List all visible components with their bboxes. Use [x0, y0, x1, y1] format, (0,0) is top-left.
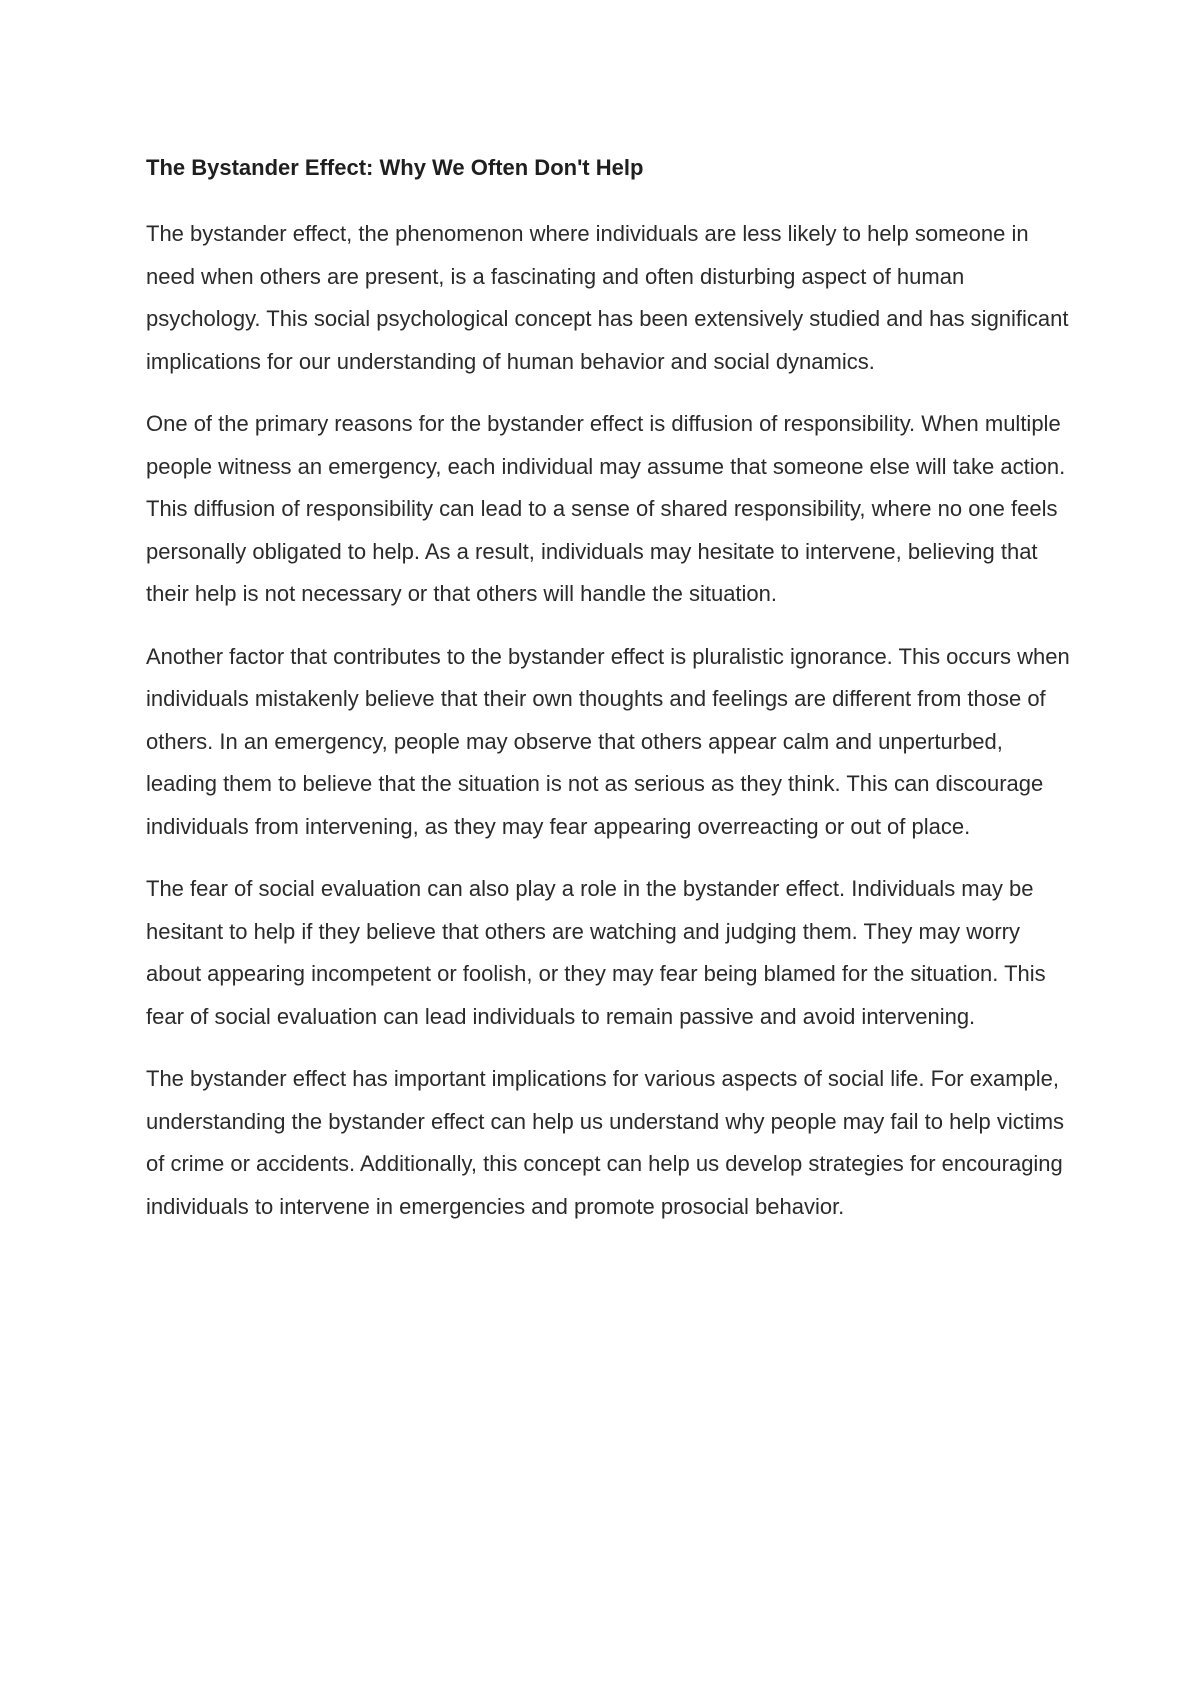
paragraph-2: One of the primary reasons for the bystander effect is diffusion of responsibility. When multiple people witness an emergency, each individual may assume that someone else will take action. This diffusion of responsibility can lead to a sense of shared responsibility, where no one feels personally obligated to help. As a result, individuals may hesitate to intervene, believing that their help is not necessary or that others will handle the situation. — [146, 411, 1066, 606]
paragraph-3: Another factor that contributes to the bystander effect is pluralistic ignorance. This occurs when individuals mistakenly believe that their own thoughts and feelings are different from those of others. In an emergency, people may observe that others appear calm and unperturbed, leading them to believe that the situation is not as serious as they think. This can discourage individuals from intervening, as they may fear appearing overreacting or out of place. — [146, 643, 1070, 839]
paragraph-5: The bystander effect has important implications for various aspects of social life. For example, understanding the bystander effect can help us understand why people may fail to help victims of crime or accidents. Additionally, this concept can help us develop strategies for encouraging individuals to intervene in emergencies and promote prosocial behavior. — [146, 1066, 1065, 1219]
paragraph-4: The fear of social evaluation can also play a role in the bystander effect. Individuals may be hesitant to help if they believe that others are watching and judging them. They may worry about appearing incompetent or foolish, or they may fear being blamed for the situation. This fear of social evaluation can lead individuals to remain passive and avoid intervening. — [146, 876, 1046, 1029]
document-title: The Bystander Effect: Why We Often Don't Help — [146, 155, 644, 180]
document-body — [146, 150, 1076, 1248]
paragraph-1: The bystander effect, the phenomenon where individuals are less likely to help someone in need when others are present, is a fascinating and often disturbing aspect of human psychology. This social psychological concept has been extensively studied and has significant implications for our understanding of human behavior and social dynamics. — [146, 221, 1069, 374]
